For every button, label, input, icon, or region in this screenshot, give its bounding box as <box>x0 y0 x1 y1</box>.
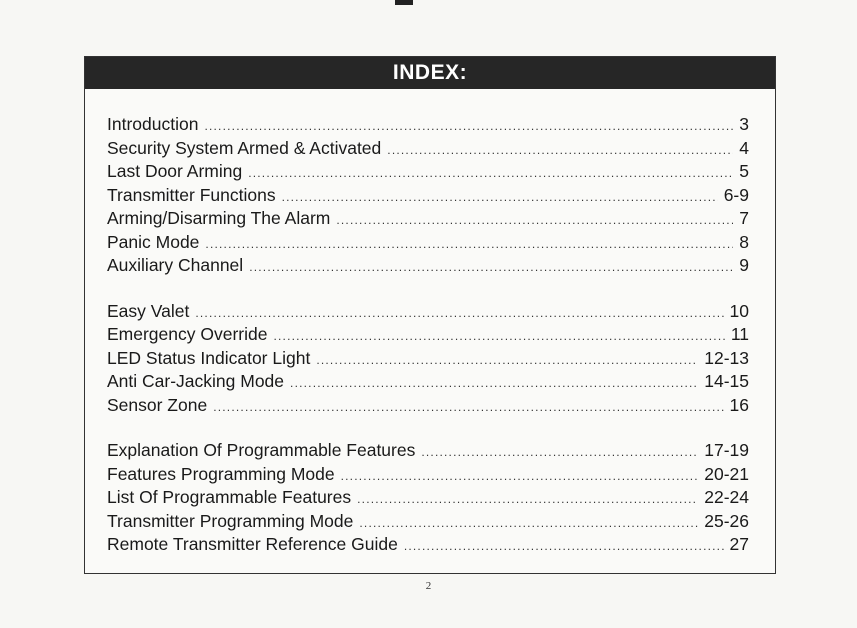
toc-entry-page: 17-19 <box>704 440 749 460</box>
toc-entry-page: 27 <box>729 534 749 554</box>
toc-entry <box>107 207 749 231</box>
dot-leader <box>316 349 698 373</box>
toc-entry-title: Remote Transmitter Reference Guide <box>107 534 398 554</box>
toc-entry-title: Transmitter Functions <box>107 184 276 205</box>
toc-group <box>107 300 749 418</box>
dot-leader <box>204 115 733 139</box>
toc-entry-title: Explanation Of Programmable Features <box>107 440 416 460</box>
toc-entry <box>107 347 749 371</box>
toc-entry-page: 10 <box>729 300 749 321</box>
toc-entry-page: 25-26 <box>704 510 749 531</box>
dot-leader <box>273 325 724 349</box>
toc-entry-title: Introduction <box>107 114 199 134</box>
toc-entry-page: 6-9 <box>723 184 749 205</box>
dot-leader <box>249 256 733 280</box>
toc-entry <box>107 184 749 208</box>
index-box <box>84 56 776 574</box>
toc-entry-page: 9 <box>739 255 749 275</box>
dot-leader <box>213 396 723 420</box>
toc-entry <box>107 439 749 463</box>
dot-leader <box>359 512 698 536</box>
toc-entry-page: 11 <box>730 324 749 344</box>
toc-entry-title: Security System Armed & Activated <box>107 137 382 158</box>
toc-entry-title: Features Programming Mode <box>107 463 335 484</box>
toc-entry-title: Last Door Arming <box>107 161 243 181</box>
toc-entry-page: 22-24 <box>704 487 749 507</box>
dot-leader <box>404 535 724 559</box>
toc-entry-title: Emergency Override <box>107 324 268 344</box>
toc-entry-page: 8 <box>739 231 749 252</box>
dot-leader <box>290 372 698 396</box>
toc-entry <box>107 300 749 324</box>
toc-group <box>107 113 749 278</box>
toc-entry <box>107 370 749 394</box>
toc-entry <box>107 486 749 510</box>
toc-entry-page: 5 <box>739 161 749 181</box>
toc-entry-page: 14-15 <box>704 371 749 391</box>
dot-leader <box>387 139 733 163</box>
toc-entry-title: Auxiliary Channel <box>107 255 244 275</box>
toc-entry <box>107 160 749 184</box>
toc-entry <box>107 113 749 137</box>
toc-entry <box>107 510 749 534</box>
dot-leader <box>341 465 699 489</box>
toc-entry-title: Easy Valet <box>107 300 190 321</box>
toc-entry-page: 20-21 <box>704 463 749 484</box>
toc-entry-title: Transmitter Programming Mode <box>107 510 354 531</box>
toc-entry-page: 4 <box>739 137 749 158</box>
dot-leader <box>357 488 698 512</box>
dot-leader <box>195 302 723 326</box>
toc-entry <box>107 323 749 347</box>
toc-entry-title: List Of Programmable Features <box>107 487 352 507</box>
page-number: 2 <box>425 580 432 592</box>
toc-entry <box>107 231 749 255</box>
table-of-contents <box>107 113 749 579</box>
toc-entry <box>107 137 749 161</box>
dot-leader <box>248 162 733 186</box>
toc-entry-title: Anti Car-Jacking Mode <box>107 371 285 391</box>
scan-mark <box>395 0 413 5</box>
toc-entry-page: 12-13 <box>704 347 749 368</box>
dot-leader <box>205 233 733 257</box>
toc-entry-page: 3 <box>739 114 749 134</box>
toc-entry-page: 7 <box>739 208 749 228</box>
index-header: INDEX: <box>85 57 775 89</box>
dot-leader <box>421 441 698 465</box>
toc-entry <box>107 394 749 418</box>
toc-entry-page: 16 <box>729 394 749 415</box>
dot-leader <box>282 186 718 210</box>
dot-leader <box>336 209 733 233</box>
toc-entry <box>107 254 749 278</box>
toc-entry <box>107 463 749 487</box>
toc-entry-title: Arming/Disarming The Alarm <box>107 208 331 228</box>
toc-entry-title: Sensor Zone <box>107 394 208 415</box>
toc-entry-title: LED Status Indicator Light <box>107 347 311 368</box>
toc-entry-title: Panic Mode <box>107 231 200 252</box>
toc-entry <box>107 533 749 557</box>
toc-group <box>107 439 749 557</box>
